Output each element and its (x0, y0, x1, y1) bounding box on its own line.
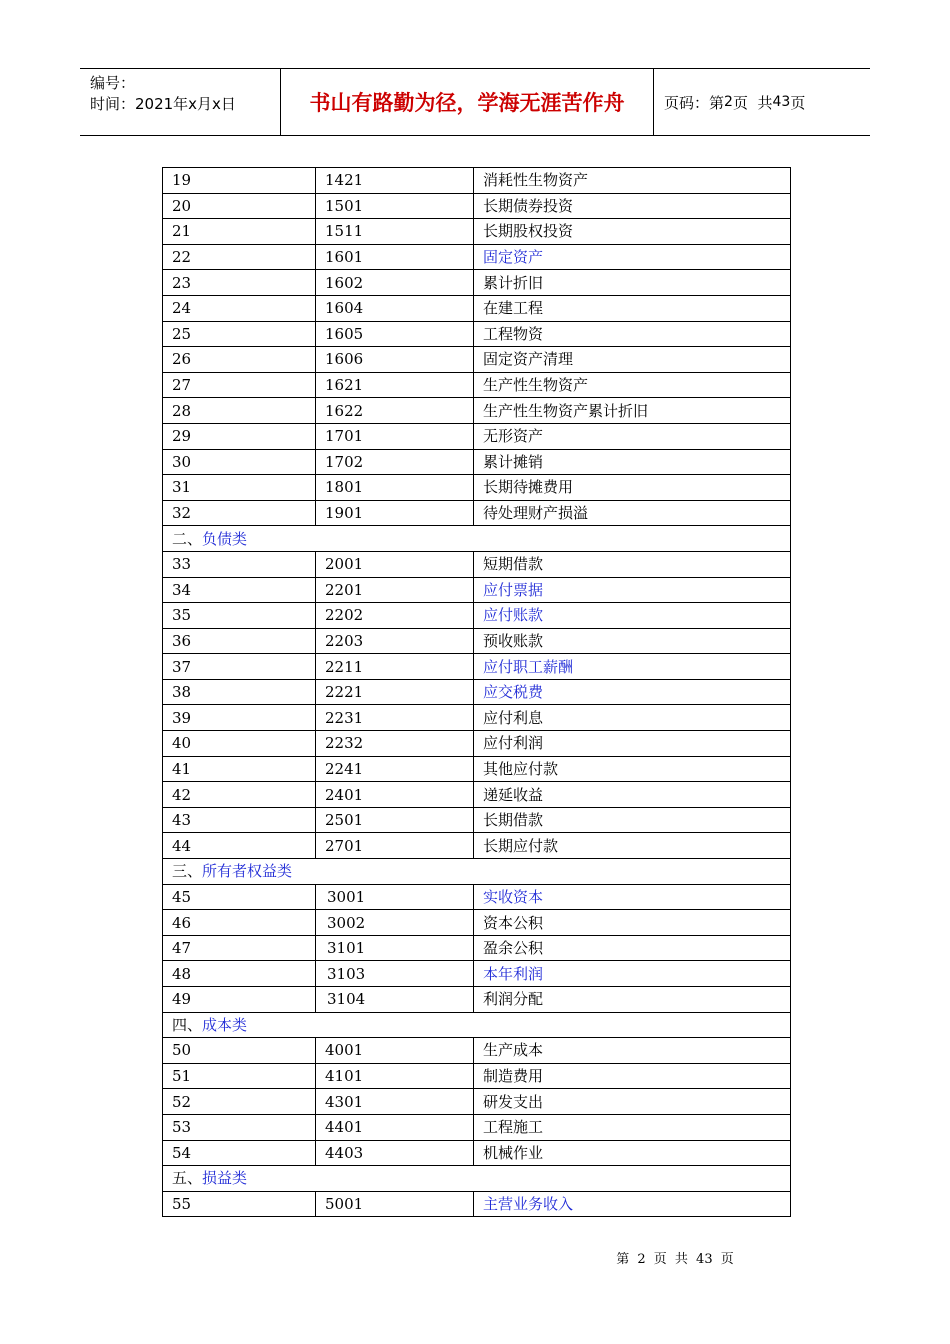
section-header (163, 1012, 791, 1038)
account-code-cell: 1602 (316, 270, 474, 296)
table-row (163, 1063, 791, 1089)
table-row (163, 756, 791, 782)
account-code-cell: 3001 (316, 884, 474, 910)
account-name-cell: 消耗性生物资产 (474, 168, 791, 194)
table-row (163, 782, 791, 808)
account-code-cell: 5001 (316, 1191, 474, 1217)
account-code-cell: 1606 (316, 347, 474, 373)
account-name-cell: 累计折旧 (474, 270, 791, 296)
row-index-cell: 20 (163, 193, 316, 219)
section-label-link[interactable]: 成本类 (202, 1015, 248, 1034)
account-code-cell: 3002 (316, 910, 474, 936)
row-index-cell: 50 (163, 1038, 316, 1064)
row-index-cell: 44 (163, 833, 316, 859)
table-row (163, 475, 791, 501)
account-name-cell: 递延收益 (474, 782, 791, 808)
accounts-table-body (163, 168, 791, 1217)
table-row (163, 295, 791, 321)
account-code-cell: 3103 (316, 961, 474, 987)
table-row (163, 500, 791, 526)
table-row (163, 987, 791, 1013)
page-number: 2 (724, 94, 733, 110)
account-name-link[interactable]: 本年利润 (474, 961, 791, 987)
section-label-link[interactable]: 所有者权益类 (202, 862, 293, 881)
account-name-cell: 生产性生物资产 (474, 372, 791, 398)
header-motto: 书山有路勤为径，学海无涯苦作舟 (281, 69, 654, 135)
row-index-cell: 35 (163, 603, 316, 629)
row-index-cell: 36 (163, 628, 316, 654)
table-row (163, 731, 791, 757)
account-name-cell: 研发支出 (474, 1089, 791, 1115)
row-index-cell: 48 (163, 961, 316, 987)
account-name-cell: 应付利息 (474, 705, 791, 731)
section-prefix: 五、 (172, 1169, 203, 1188)
table-row (163, 577, 791, 603)
account-code-cell: 1604 (316, 295, 474, 321)
account-code-cell: 2701 (316, 833, 474, 859)
header-page-info (654, 69, 870, 135)
account-name-cell: 无形资产 (474, 423, 791, 449)
account-name-cell: 利润分配 (474, 987, 791, 1013)
account-name-cell: 长期应付款 (474, 833, 791, 859)
row-index-cell: 21 (163, 219, 316, 245)
section-label-link[interactable]: 负债类 (202, 529, 248, 548)
table-row (163, 833, 791, 859)
table-row (163, 654, 791, 680)
account-code-cell: 1901 (316, 500, 474, 526)
account-code-cell: 2501 (316, 807, 474, 833)
table-row (163, 347, 791, 373)
account-code-cell: 2203 (316, 628, 474, 654)
account-name-cell: 固定资产清理 (474, 347, 791, 373)
account-code-cell: 4401 (316, 1114, 474, 1140)
row-index-cell: 47 (163, 935, 316, 961)
account-code-cell: 1501 (316, 193, 474, 219)
table-row (163, 193, 791, 219)
account-name-link[interactable]: 实收资本 (474, 884, 791, 910)
table-row (163, 628, 791, 654)
account-name-cell: 资本公积 (474, 910, 791, 936)
account-name-link[interactable]: 应付票据 (474, 577, 791, 603)
section-header (163, 526, 791, 552)
table-row (163, 910, 791, 936)
account-name-link[interactable]: 应付职工薪酬 (474, 654, 791, 680)
table-row (163, 398, 791, 424)
table-row (163, 449, 791, 475)
row-index-cell: 25 (163, 321, 316, 347)
account-code-cell: 2231 (316, 705, 474, 731)
account-code-cell: 1511 (316, 219, 474, 245)
row-index-cell: 28 (163, 398, 316, 424)
account-code-cell: 4403 (316, 1140, 474, 1166)
account-name-link[interactable]: 主营业务收入 (474, 1191, 791, 1217)
table-row (163, 1038, 791, 1064)
table-row (163, 1140, 791, 1166)
account-code-cell: 1421 (316, 168, 474, 194)
header-info (80, 69, 281, 135)
number-label: 编号： (90, 74, 136, 92)
account-code-cell: 2232 (316, 731, 474, 757)
table-row (163, 935, 791, 961)
account-name-cell: 制造费用 (474, 1063, 791, 1089)
row-index-cell: 46 (163, 910, 316, 936)
account-name-cell: 机械作业 (474, 1140, 791, 1166)
table-row (163, 321, 791, 347)
account-code-cell: 3101 (316, 935, 474, 961)
section-row (163, 1166, 791, 1192)
account-code-cell: 2202 (316, 603, 474, 629)
table-row (163, 679, 791, 705)
account-code-cell: 1702 (316, 449, 474, 475)
table-row (163, 603, 791, 629)
account-code-cell: 4101 (316, 1063, 474, 1089)
table-row (163, 168, 791, 194)
row-index-cell: 41 (163, 756, 316, 782)
row-index-cell: 49 (163, 987, 316, 1013)
account-code-cell: 2211 (316, 654, 474, 680)
row-index-cell: 33 (163, 551, 316, 577)
row-index-cell: 26 (163, 347, 316, 373)
row-index-cell: 43 (163, 807, 316, 833)
row-index-cell: 38 (163, 679, 316, 705)
section-prefix: 三、 (172, 862, 203, 881)
account-code-cell: 1801 (316, 475, 474, 501)
account-code-cell: 1621 (316, 372, 474, 398)
table-row (163, 244, 791, 270)
account-name-cell: 预收账款 (474, 628, 791, 654)
section-header (163, 859, 791, 885)
row-index-cell: 52 (163, 1089, 316, 1115)
account-name-cell: 工程物资 (474, 321, 791, 347)
row-index-cell: 22 (163, 244, 316, 270)
row-index-cell: 32 (163, 500, 316, 526)
table-row (163, 551, 791, 577)
account-code-cell: 2241 (316, 756, 474, 782)
page-header (80, 68, 870, 136)
account-name-cell: 长期股权投资 (474, 219, 791, 245)
account-code-cell: 4001 (316, 1038, 474, 1064)
account-name-link[interactable]: 应付账款 (474, 603, 791, 629)
table-row (163, 705, 791, 731)
account-code-cell: 3104 (316, 987, 474, 1013)
row-index-cell: 29 (163, 423, 316, 449)
section-row (163, 526, 791, 552)
table-row (163, 961, 791, 987)
section-prefix: 四、 (172, 1015, 203, 1034)
account-name-cell: 短期借款 (474, 551, 791, 577)
time-label: 时间：2021年x月x日 (90, 95, 236, 113)
table-row (163, 807, 791, 833)
table-row (163, 884, 791, 910)
row-index-cell: 34 (163, 577, 316, 603)
account-code-cell: 2001 (316, 551, 474, 577)
row-index-cell: 23 (163, 270, 316, 296)
row-index-cell: 19 (163, 168, 316, 194)
section-prefix: 二、 (172, 529, 203, 548)
account-code-cell: 2221 (316, 679, 474, 705)
row-index-cell: 54 (163, 1140, 316, 1166)
row-index-cell: 27 (163, 372, 316, 398)
row-index-cell: 45 (163, 884, 316, 910)
row-index-cell: 51 (163, 1063, 316, 1089)
table-row (163, 270, 791, 296)
account-code-cell: 4301 (316, 1089, 474, 1115)
section-label-link[interactable]: 损益类 (202, 1169, 248, 1188)
row-index-cell: 37 (163, 654, 316, 680)
account-name-cell: 累计摊销 (474, 449, 791, 475)
row-index-cell: 31 (163, 475, 316, 501)
page-total: 43 (772, 94, 791, 110)
table-row (163, 1114, 791, 1140)
account-name-cell: 应付利润 (474, 731, 791, 757)
account-name-cell: 工程施工 (474, 1114, 791, 1140)
account-code-cell: 2201 (316, 577, 474, 603)
account-code-cell: 1605 (316, 321, 474, 347)
row-index-cell: 24 (163, 295, 316, 321)
section-row (163, 1012, 791, 1038)
account-name-cell: 长期债券投资 (474, 193, 791, 219)
account-name-cell: 在建工程 (474, 295, 791, 321)
footer-page-number: 第 2 页 共 43 页 (616, 1252, 734, 1267)
page-mid: 页 共 (732, 93, 773, 112)
account-name-cell: 长期待摊费用 (474, 475, 791, 501)
table-row (163, 1089, 791, 1115)
account-name-cell: 生产性生物资产累计折旧 (474, 398, 791, 424)
row-index-cell: 39 (163, 705, 316, 731)
row-index-cell: 42 (163, 782, 316, 808)
page-footer (0, 1248, 950, 1267)
row-index-cell: 55 (163, 1191, 316, 1217)
account-code-cell: 1701 (316, 423, 474, 449)
account-code-cell: 1601 (316, 244, 474, 270)
row-index-cell: 30 (163, 449, 316, 475)
table-row (163, 219, 791, 245)
account-name-cell: 其他应付款 (474, 756, 791, 782)
account-name-cell: 生产成本 (474, 1038, 791, 1064)
row-index-cell: 40 (163, 731, 316, 757)
account-code-cell: 2401 (316, 782, 474, 808)
account-name-cell: 盈余公积 (474, 935, 791, 961)
page-end: 页 (790, 93, 806, 112)
account-name-link[interactable]: 应交税费 (474, 679, 791, 705)
account-name-link[interactable]: 固定资产 (474, 244, 791, 270)
table-row (163, 1191, 791, 1217)
section-header (163, 1166, 791, 1192)
row-index-cell: 53 (163, 1114, 316, 1140)
accounts-table (162, 167, 791, 1217)
page-label: 页码：第 (664, 93, 725, 112)
table-row (163, 423, 791, 449)
account-name-cell: 长期借款 (474, 807, 791, 833)
table-row (163, 372, 791, 398)
account-name-cell: 待处理财产损溢 (474, 500, 791, 526)
section-row (163, 859, 791, 885)
account-code-cell: 1622 (316, 398, 474, 424)
